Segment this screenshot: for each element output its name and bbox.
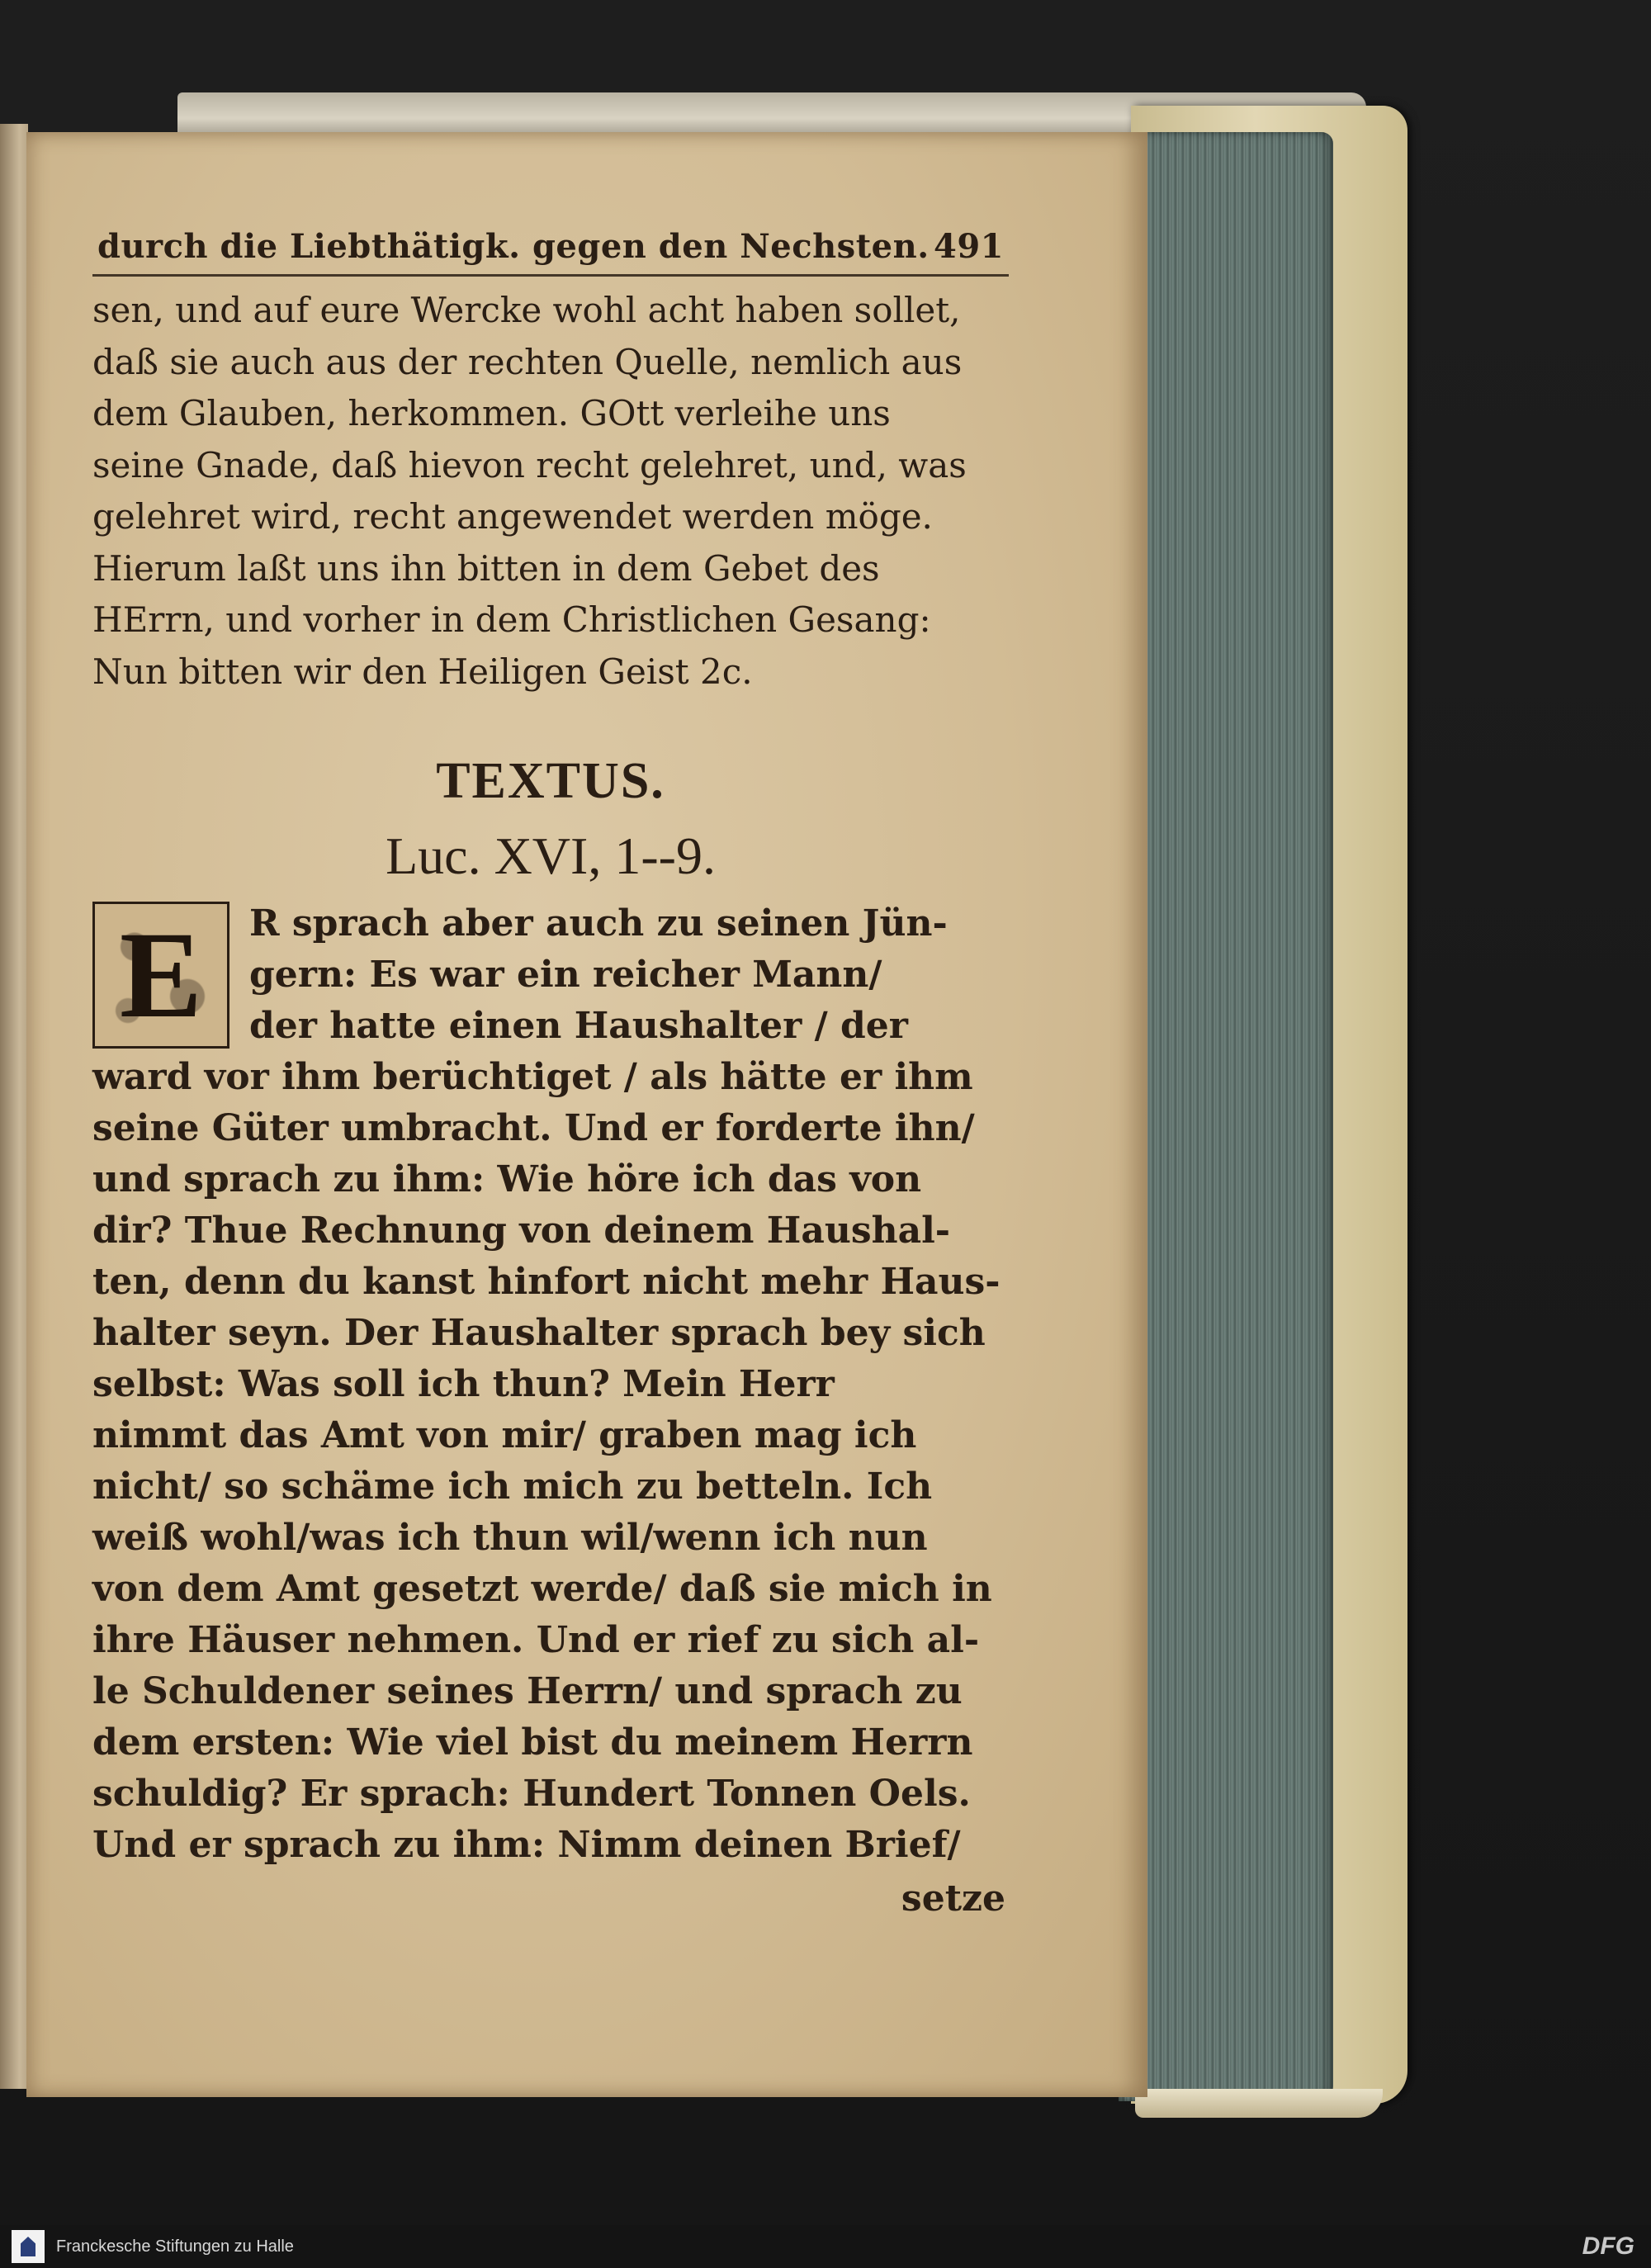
textus-heading: TEXTUS. (436, 753, 665, 809)
building-icon (21, 2237, 35, 2256)
text-line: gelehret wird, recht angewendet werden möge. (92, 496, 933, 537)
institution-name: Franckesche Stiftungen zu Halle (56, 2237, 294, 2256)
text-line: daß sie auch aus der rechten Quelle, nemlich aus (92, 341, 963, 382)
catchword: setze (901, 1877, 1005, 1920)
text-line: dem ersten: Wie viel bist du meinem Herrn (92, 1721, 973, 1764)
text-line: seine Güter umbracht. Und er forderte ihn/ (92, 1107, 975, 1149)
institution-logo-icon (12, 2230, 45, 2263)
scripture-reference: Luc. XVI, 1--9. (386, 826, 716, 885)
ornamental-drop-cap: E (92, 902, 229, 1049)
text-line: ihre Häuser nehmen. Und er rief zu sich al- (92, 1619, 980, 1661)
page-number: 491 (934, 227, 1004, 266)
text-line: dir? Thue Rechnung von deinem Haushal- (92, 1210, 951, 1252)
text-line: nicht/ so schäme ich mich zu betteln. Ich (92, 1465, 933, 1508)
text-line: Hierum laßt uns ihn bitten in dem Gebet des (92, 547, 880, 589)
scripture-passage (92, 898, 1009, 1871)
text-line: ward vor ihm berüchtiget / als hätte er ihm (92, 1056, 973, 1098)
text-line: schuldig? Er sprach: Hundert Tonnen Oels. (92, 1773, 971, 1815)
page-edges-bottom (1135, 2089, 1383, 2118)
text-line: halter seyn. Der Haushalter sprach bey sich (92, 1312, 986, 1354)
text-line: ten, denn du kanst hinfort nicht mehr Haus- (92, 1261, 1001, 1303)
text-line: R sprach aber auch zu seinen Jün- (249, 902, 948, 945)
dfg-logo: DFG (1582, 2232, 1634, 2260)
header-rule (92, 274, 1009, 277)
text-line: weiß wohl/was ich thun wil/wenn ich nun (92, 1517, 928, 1559)
running-title: durch die Liebthätigk. gegen den Nechsten. (97, 227, 930, 266)
text-line: dem Glauben, herkommen. GOtt verleihe uns (92, 393, 891, 433)
text-line: HErrn, und vorher in dem Christlichen Gesang: (92, 599, 931, 640)
running-header (92, 227, 1009, 274)
text-line: von dem Amt gesetzt werde/ daß sie mich in (92, 1568, 992, 1610)
book-page (26, 132, 1147, 2097)
text-line: gern: Es war ein reicher Mann/ (249, 954, 882, 996)
left-page-edge (0, 124, 28, 2089)
page-content (92, 227, 1009, 1920)
page-edges (1119, 132, 1333, 2101)
text-line: der hatte einen Haushalter / der (249, 1005, 908, 1047)
text-line: Und er sprach zu ihm: Nimm deinen Brief/ (92, 1824, 961, 1866)
text-line: und sprach zu ihm: Wie höre ich das von (92, 1158, 922, 1200)
viewer-footer (0, 2225, 1651, 2268)
text-line: selbst: Was soll ich thun? Mein Herr (92, 1363, 835, 1405)
intro-paragraph (92, 285, 1009, 698)
text-line: Nun bitten wir den Heiligen Geist 2c. (92, 651, 753, 692)
text-line: seine Gnade, daß hievon recht gelehret, und, was (92, 444, 967, 485)
text-line: sen, und auf eure Wercke wohl acht haben sollet, (92, 290, 961, 330)
text-line: nimmt das Amt von mir/ graben mag ich (92, 1414, 917, 1456)
text-line: le Schuldener seines Herrn/ und sprach zu (92, 1670, 963, 1712)
